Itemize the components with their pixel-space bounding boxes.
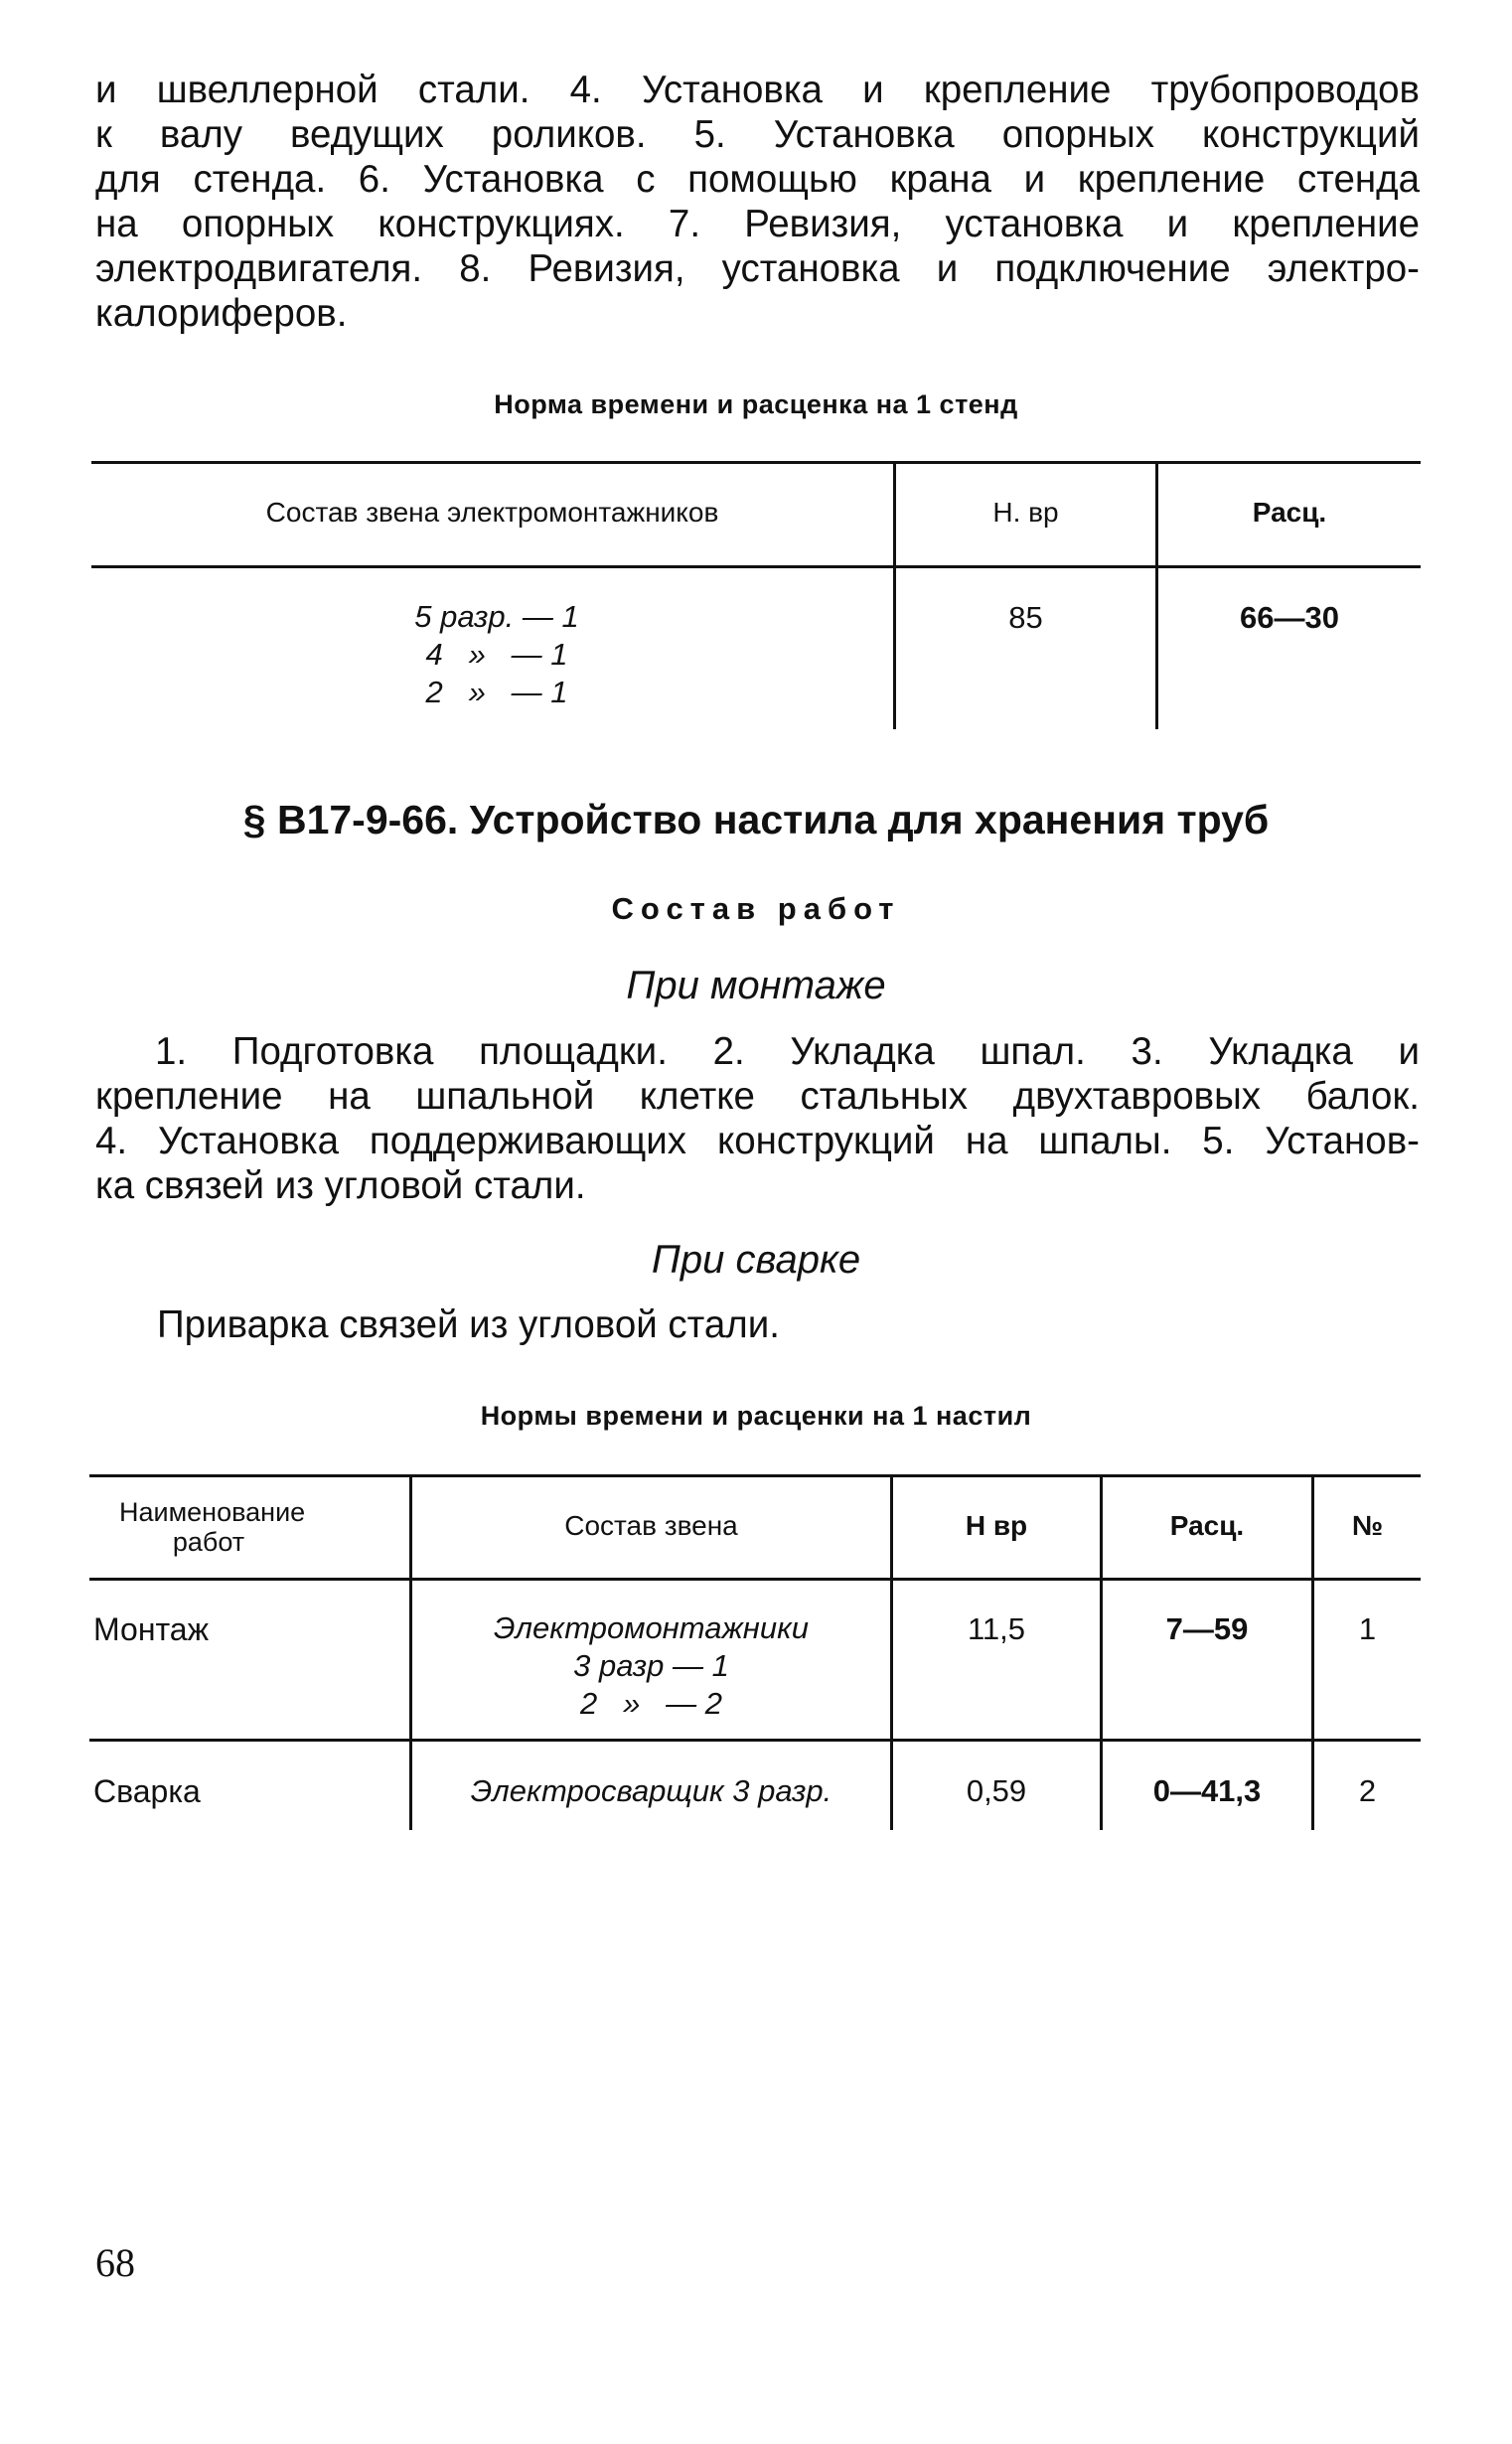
table1-rate-value: 66—30	[1240, 600, 1339, 635]
table1-header-rule	[91, 565, 1421, 568]
table2-header-crew: Состав звена	[564, 1510, 738, 1541]
paragraph-line: на опорных конструкциях. 7. Ревизия, установка и крепление	[95, 203, 1420, 245]
crew-line: 2 » — 2	[579, 1686, 722, 1721]
work-composition-heading: Состав работ	[611, 891, 901, 926]
table2-row2-name: Сварка	[93, 1773, 201, 1809]
table2-row-rule	[89, 1739, 1421, 1742]
crew-line: 4 » — 1	[425, 637, 568, 672]
crew-line: 5 разр. — 1	[414, 599, 579, 634]
crew-line: 3 разр — 1	[573, 1648, 729, 1683]
table1-crew-cell	[368, 598, 626, 711]
top-paragraph	[95, 68, 1420, 336]
paragraph-line: крепление на шпальной клетке стальных двухтавровых балок.	[95, 1075, 1420, 1118]
table2-row2-num: 2	[1358, 1773, 1377, 1808]
table1-header-crew: Состав звена электромонтажников	[265, 497, 719, 528]
paragraph-line: калориферов.	[95, 292, 348, 335]
table2-row1-crew	[412, 1609, 890, 1723]
table1-header-norm: Н. вр	[992, 497, 1059, 528]
paragraph-line: и швеллерной стали. 4. Установка и крепление трубопроводов	[95, 69, 1420, 111]
welding-heading: При сварке	[651, 1238, 861, 1282]
table1-top-rule	[91, 461, 1421, 464]
table2-row1-name: Монтаж	[93, 1611, 209, 1647]
crew-line: 2 » — 1	[425, 675, 568, 709]
table2-row2-rate: 0—41,3	[1152, 1773, 1262, 1808]
mounting-heading: При монтаже	[626, 964, 886, 1007]
table2-row2-crew: Электросварщик 3 разр.	[470, 1773, 832, 1808]
table2-header-rate: Расц.	[1169, 1510, 1245, 1541]
paragraph-line: к валу ведущих роликов. 5. Установка опорных конструкций	[95, 113, 1420, 156]
crew-line: Электромонтажники	[494, 1610, 809, 1645]
table2-caption: Нормы времени и расценки на 1 настил	[480, 1401, 1032, 1431]
table2-header-name: Наименование работ	[119, 1497, 306, 1557]
paragraph-line: для стенда. 6. Установка с помощью крана и крепление стенда	[95, 158, 1420, 201]
table1-norm-value: 85	[1008, 600, 1043, 635]
table1-caption: Норма времени и расценка на 1 стенд	[494, 389, 1018, 419]
table2-top-rule	[89, 1474, 1421, 1477]
welding-text: Приварка связей из угловой стали.	[157, 1303, 780, 1346]
table2-row2-norm: 0,59	[966, 1773, 1027, 1808]
section-title: § В17-9-66. Устройство настила для хранения труб	[242, 797, 1270, 842]
paragraph-line: электродвигателя. 8. Ревизия, установка и подключение электро-	[95, 247, 1420, 290]
table2-header-norm: Н вр	[965, 1510, 1028, 1541]
table2-row1-num: 1	[1358, 1611, 1377, 1646]
table2-header-rule	[89, 1578, 1421, 1581]
table2-row1-rate: 7—59	[1165, 1611, 1249, 1646]
table1-header-rate: Расц.	[1252, 497, 1327, 528]
page-number: 68	[95, 2240, 135, 2285]
paragraph-line: 4. Установка поддерживающих конструкций на шпалы. 5. Установ-	[95, 1120, 1420, 1162]
table2-header-num: №	[1351, 1510, 1384, 1541]
table2-row1-norm: 11,5	[967, 1611, 1026, 1646]
paragraph-line: 1. Подготовка площадки. 2. Укладка шпал. 3. Укладка и	[155, 1030, 1420, 1073]
mounting-paragraph	[95, 1029, 1420, 1208]
paragraph-line: ка связей из угловой стали.	[95, 1164, 586, 1207]
